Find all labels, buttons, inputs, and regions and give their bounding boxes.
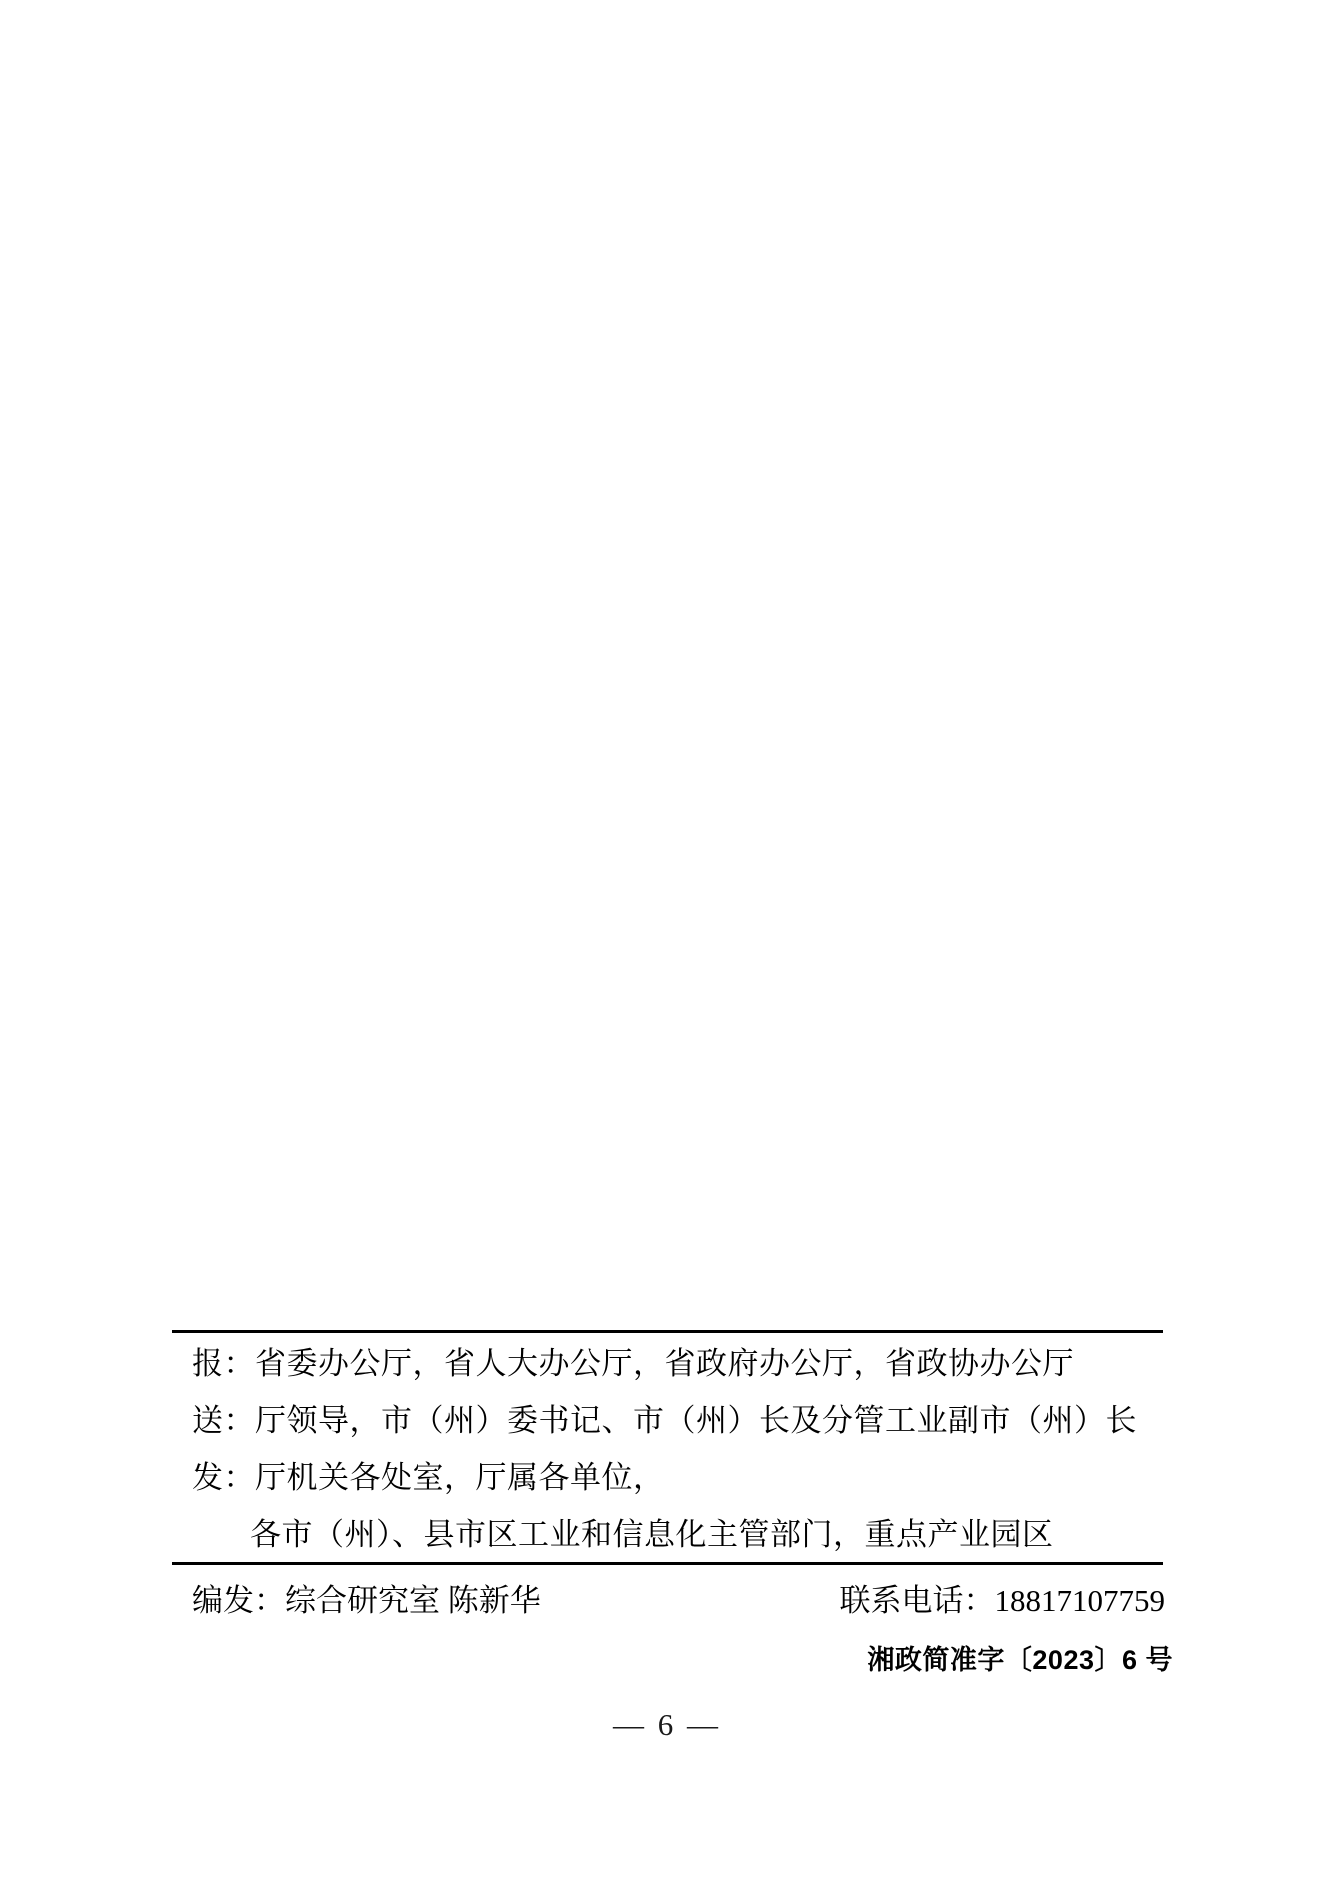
send-line <box>192 1392 1182 1449</box>
issue-continuation-text: 各市（州）、县市区工业和信息化主管部门，重点产业园区 <box>250 1517 1054 1552</box>
contact-info <box>840 1572 1166 1629</box>
record-block-bottom-rule <box>172 1562 1163 1565</box>
contact-label: 联系电话： <box>839 1583 995 1618</box>
record-block-top-rule <box>172 1330 1163 1333</box>
issue-line <box>192 1449 1182 1506</box>
editor-info <box>192 1572 541 1629</box>
page-number: — 6 — <box>613 1707 721 1742</box>
contact-phone: 18817107759 <box>994 1583 1165 1618</box>
report-text: 省委办公厅，省人大办公厅，省政府办公厅，省政协办公厅 <box>255 1346 1074 1381</box>
issue-line-continuation <box>192 1506 1182 1563</box>
issue-label: 发： <box>192 1460 255 1495</box>
report-label: 报： <box>192 1346 255 1381</box>
report-line <box>192 1335 1182 1392</box>
colophon-row <box>192 1572 1165 1629</box>
distribution-list <box>192 1335 1182 1563</box>
print-approval-number: 湘政简准字〔2023〕6 号 <box>867 1645 1173 1675</box>
editor-value: 综合研究室 陈新华 <box>285 1583 541 1618</box>
send-text: 厅领导，市（州）委书记、市（州）长及分管工业副市（州）长 <box>255 1403 1137 1438</box>
editor-label: 编发： <box>192 1583 285 1618</box>
issue-text: 厅机关各处室，厅属各单位， <box>255 1460 665 1495</box>
send-label: 送： <box>192 1403 255 1438</box>
